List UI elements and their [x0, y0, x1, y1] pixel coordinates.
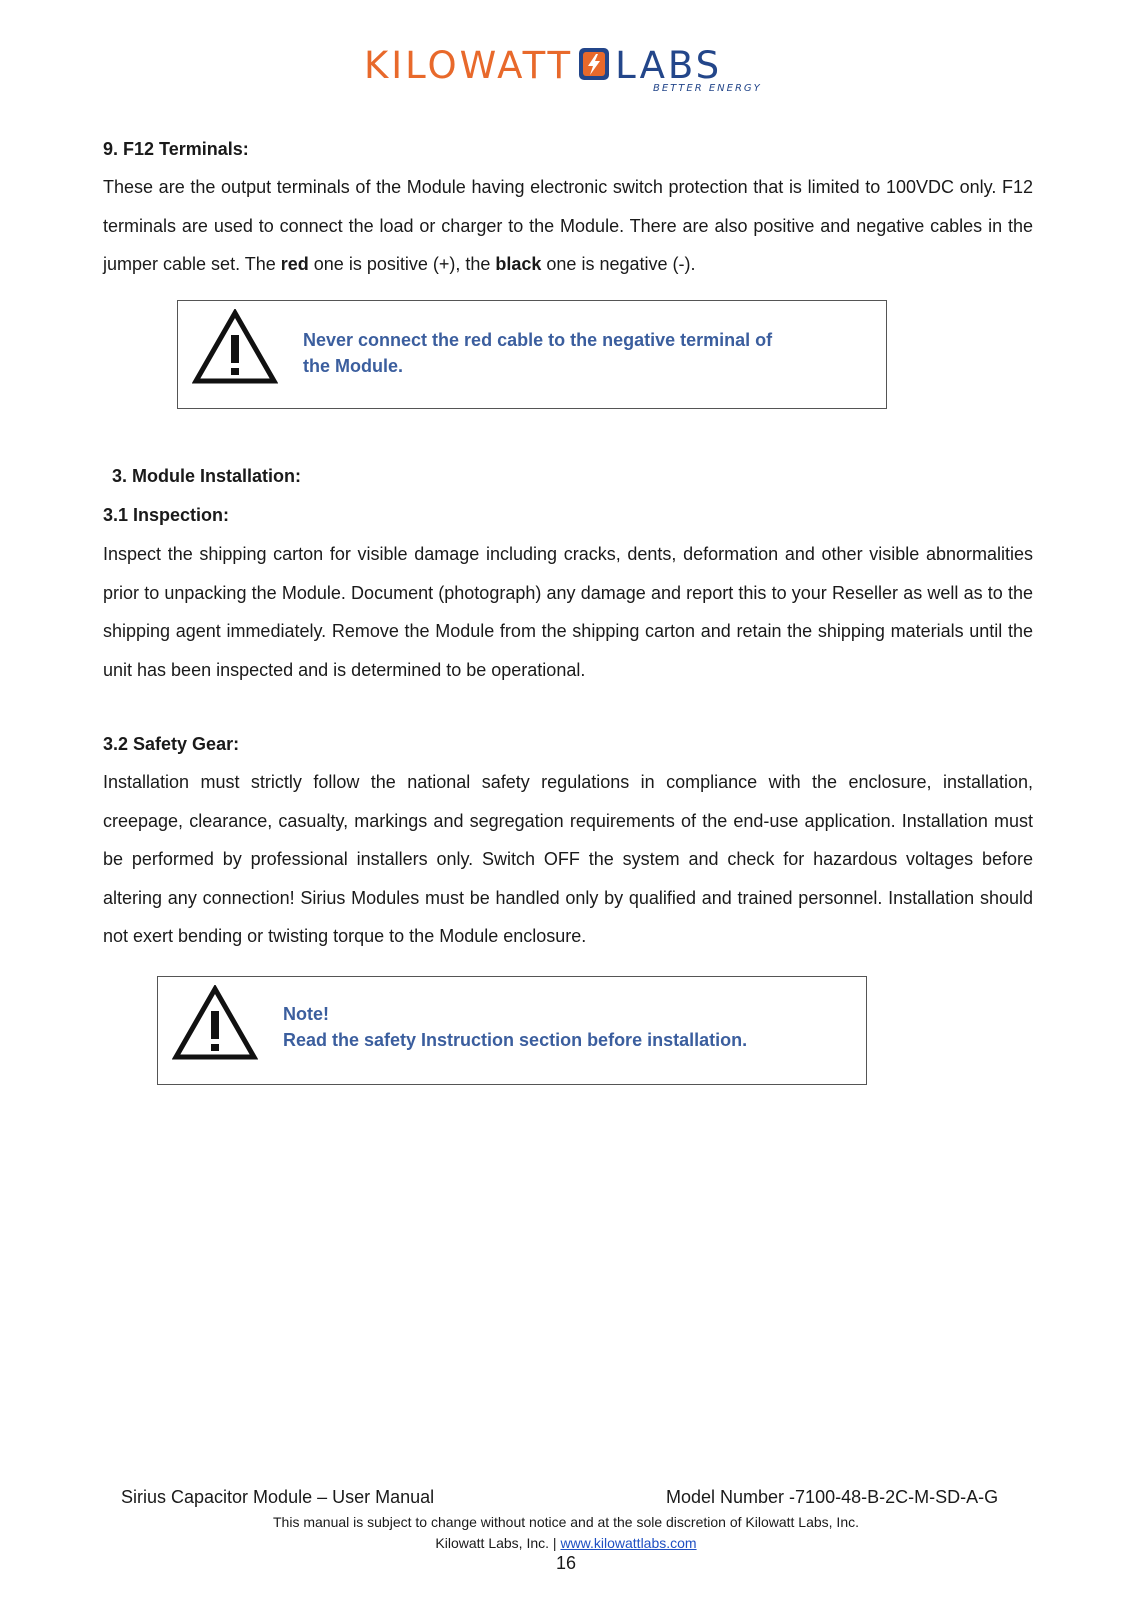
warning-box-red-cable: [177, 300, 887, 409]
section-9-text-c: one is negative (-).: [541, 254, 696, 274]
website-link[interactable]: www.kilowattlabs.com: [560, 1535, 697, 1551]
section-3-1-heading: 3.1 Inspection:: [103, 505, 230, 525]
footer-model-number: Model Number -7100-48-B-2C-M-SD-A-G: [666, 1487, 999, 1507]
black-word: black: [495, 254, 542, 274]
warning-1-line-1: Never connect the red cable to the negative terminal of: [303, 330, 773, 350]
red-word: red: [280, 254, 309, 274]
section-9-text-b: one is positive (+), the: [308, 254, 496, 274]
logo-kilo-text: KILO: [364, 44, 460, 87]
warning-triangle-icon: [172, 985, 258, 1066]
warning-2-text: [283, 1001, 747, 1053]
warning-2-line-2: Read the safety Instruction section before installation.: [283, 1030, 748, 1050]
logo-wordmark: [364, 44, 722, 87]
page-number: 16: [555, 1553, 577, 1573]
section-3-heading: 3. Module Installation:: [112, 466, 302, 486]
company-logo: [0, 44, 1132, 104]
footer-disclaimer: This manual is subject to change without notice and at the sole discretion of Kilowatt Labs, Inc.: [273, 1514, 859, 1530]
lightning-bolt-icon: [577, 46, 611, 82]
logo-labs-text: LABS: [615, 44, 723, 87]
warning-box-note: [157, 976, 867, 1085]
logo-tagline: BETTER ENERGY: [653, 83, 762, 94]
section-9-heading: 9. F12 Terminals:: [103, 139, 249, 159]
warning-triangle-icon: [192, 309, 278, 390]
footer-company-line: [0, 1535, 1132, 1551]
warning-1-text: [303, 327, 772, 379]
warning-1-line-2: the Module.: [303, 356, 403, 376]
logo-watt-text: WATT: [459, 44, 574, 87]
footer-company-name: Kilowatt Labs, Inc. |: [435, 1535, 561, 1551]
section-3-1-paragraph: Inspect the shipping carton for visible damage including cracks, dents, deformation and other visible abnormalities prior to unpacking the Module. Document (photograph) any damage and report this to your Reseller as well as to the shipping agent immediately. Remove the Module from the shipping carton and retain the shipping materials until the unit has been inspected and is determined to be operational.: [103, 544, 1033, 680]
footer-document-title: Sirius Capacitor Module – User Manual: [121, 1487, 435, 1507]
section-9-text-a: These are the output terminals of the Module having electronic switch protection that is limited to 100VDC only. F12 terminals are used to connect the load or charger to the Module. There are also positive and negative cables in the jumper cable set. The: [103, 177, 1033, 274]
section-9-paragraph: [103, 168, 1033, 284]
section-3-2-heading: 3.2 Safety Gear:: [103, 734, 240, 754]
warning-2-line-1: Note!: [283, 1004, 329, 1024]
section-3-2-paragraph: Installation must strictly follow the national safety regulations in compliance with the enclosure, installation, creepage, clearance, casualty, markings and segregation requirements of the end-use application. Installation must be performed by professional installers only. Switch OFF the system and check for hazardous voltages before altering any connection! Sirius Modules must be handled only by qualified and trained personnel. Installation should not exert bending or twisting torque to the Module enclosure.: [103, 772, 1033, 946]
